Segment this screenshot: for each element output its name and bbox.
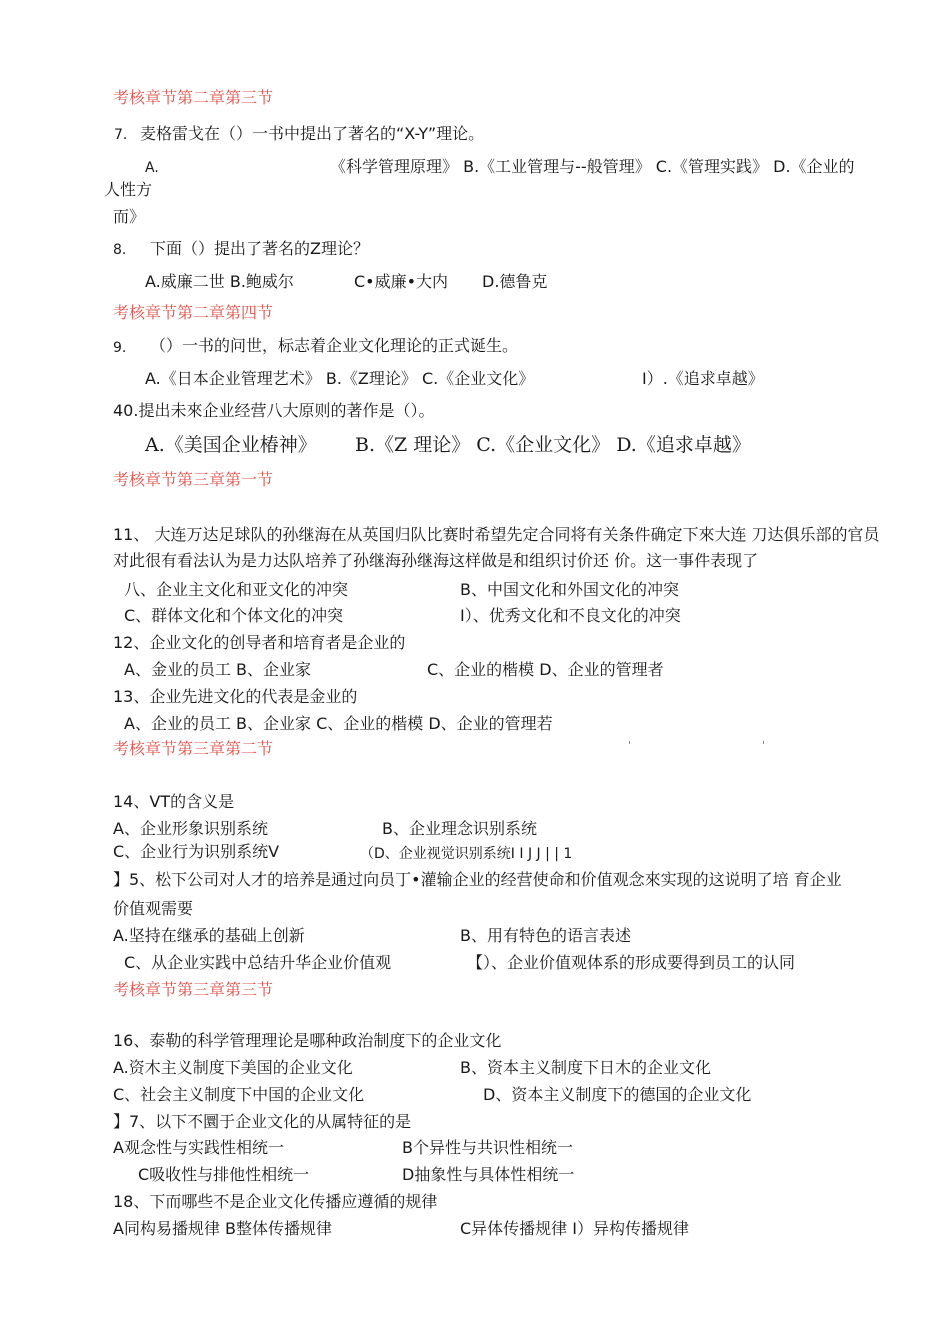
question-text: 13、企业先进文化的代表是金业的 bbox=[113, 687, 358, 706]
question-number: 9. bbox=[113, 340, 127, 356]
question-text: 16、泰勒的科学管理理论是哪种政治制度下的企业文化 bbox=[113, 1031, 502, 1050]
stray-mark: ' bbox=[628, 739, 632, 752]
option-b: B、企业理念识别系统 bbox=[382, 819, 537, 838]
options-a-b-c-d: A、企业的员工 B、企业家 C、企业的楷模 D、企业的管理若 bbox=[124, 714, 553, 733]
question-text: 14、VT的含义是 bbox=[113, 792, 235, 811]
question-text: 麦格雷戈在（）一书中提出了著名的“X-Y”理论。 bbox=[140, 124, 485, 143]
option-a: A.《美国企业椿神》 bbox=[145, 434, 317, 456]
question-text: 下面（）提出了著名的Z理论？ bbox=[150, 239, 369, 258]
option-continuation: 而》 bbox=[113, 207, 146, 226]
option-a: A.资木主义制度下美国的企业文化 bbox=[113, 1058, 353, 1077]
option-c: C•威廉•大内 bbox=[354, 272, 449, 291]
question-text-continuation: 价值观需要 bbox=[113, 899, 194, 918]
option-d: D抽象性与具体性相统一 bbox=[402, 1165, 575, 1184]
option-d: （D、企业视觉识别系统I I J J | | 1 bbox=[360, 846, 573, 862]
option-d: I）.《追求卓越》 bbox=[642, 369, 764, 388]
option-c: C、企业行为识别系统V bbox=[113, 842, 280, 861]
options-c-d: C异体传播规律 I）异构传播规律 bbox=[460, 1219, 689, 1238]
option-c: C、群体文化和个体文化的冲突 bbox=[124, 606, 344, 625]
question-text: 12、企业文化的创导者和培育者是企业的 bbox=[113, 633, 406, 652]
question-text: 】7、以下不圜于企业文化的从属特征的是 bbox=[113, 1112, 412, 1131]
option-b: B、资本主义制度下日木的企业文化 bbox=[460, 1058, 711, 1077]
option-a: A观念性与实践性相统一 bbox=[113, 1138, 284, 1157]
options-a-b-c: A.《日本企业管理艺术》 B.《Z理论》 C.《企业文化》 bbox=[145, 369, 535, 388]
options-b-c-d: B.《Z 理论》 C.《企业文化》 D.《追求卓越》 bbox=[355, 434, 751, 456]
option-b: B、中国文化和外国文化的冲突 bbox=[460, 580, 679, 599]
option-b: B个异性与共识性相统一 bbox=[402, 1138, 573, 1157]
section-heading: 考核章节第二章第四节 bbox=[113, 303, 274, 322]
options-c-d: C、企业的楷模 D、企业的管理者 bbox=[427, 660, 664, 679]
question-text: 18、下而哪些不是企业文化传播应遵循的规律 bbox=[113, 1192, 438, 1211]
option-d: 【）、企业价值观体系的形成要得到员工的认同 bbox=[467, 953, 796, 972]
option-a-b: A.威廉二世 B.鲍威尔 bbox=[145, 272, 294, 291]
options-a-b: A、金业的员工 B、企业家 bbox=[124, 660, 312, 679]
option-d: D、资本主义制度下的德国的企业文化 bbox=[483, 1085, 752, 1104]
question-text: 】5、松下公司对人才的培养是通过向员丁•灌输企业的经营使命和价值观念來实现的这说明了培 育企业 bbox=[113, 870, 842, 889]
option-d: D.德鲁克 bbox=[482, 272, 548, 291]
option-c: C、从企业实践中总结升华企业价值观 bbox=[124, 953, 392, 972]
options-line: 《科学管理原理》 B.《工业管理与--般管理》 C.《管理实践》 D.《企业的 bbox=[330, 157, 855, 176]
option-label: A. bbox=[145, 160, 159, 176]
option-c: C、社会主义制度下中国的企业文化 bbox=[113, 1085, 365, 1104]
section-heading: 考核章节第三章第一节 bbox=[113, 470, 274, 489]
option-a: A、企业形象识别系统 bbox=[113, 819, 268, 838]
option-a: 八、企业主文化和亚文化的冲突 bbox=[124, 580, 349, 599]
question-text: 40.提出未來企业经营八大原则的著作是（）。 bbox=[113, 401, 435, 420]
question-text: （）一书的问世，标志着企业文化理论的正式诞生。 bbox=[150, 336, 519, 355]
question-text: 11、 大连万达足球队的孙继海在从英国归队比赛时希望先定合同将有关条件确定下來大连 刀达俱乐部的官员对此很有看法认为是力达队培养了孙继海孙继海这样做是和组织讨价还 价。这一事件表现了 bbox=[113, 525, 880, 570]
option-c: C吸收性与排他性相统一 bbox=[138, 1165, 310, 1184]
section-heading: 考核章节第二章第三节 bbox=[113, 88, 274, 107]
stray-mark: ' bbox=[762, 739, 766, 752]
question-number: 8. bbox=[113, 242, 127, 258]
options-a-b: A同构易播规律 B整体传播规律 bbox=[113, 1219, 333, 1238]
option-a: A.坚持在继承的基础上创新 bbox=[113, 926, 305, 945]
section-heading: 考核章节第三章第三节 bbox=[113, 980, 274, 999]
option-continuation: 人性方 bbox=[104, 180, 153, 199]
option-b: B、用有特色的语言表述 bbox=[460, 926, 631, 945]
option-d: I）、优秀文化和不良文化的冲突 bbox=[460, 606, 681, 625]
question-number: 7. bbox=[114, 127, 128, 143]
section-heading: 考核章节第三章第二节 bbox=[113, 739, 274, 758]
